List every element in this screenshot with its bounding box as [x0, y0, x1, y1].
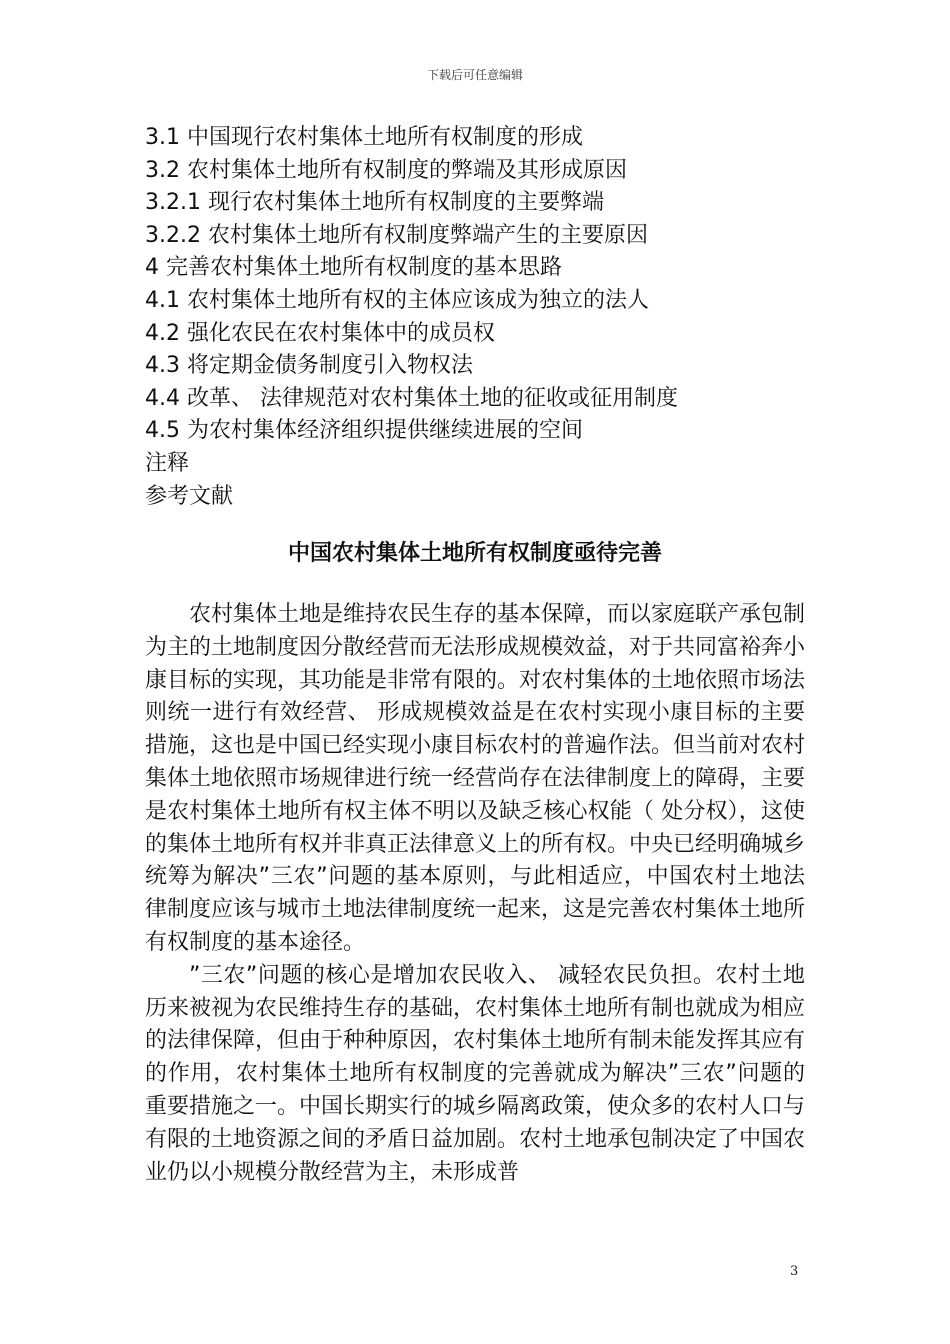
toc-item: 3.1 中国现行农村集体土地所有权制度的形成	[145, 125, 583, 150]
toc-item: 4.3 将定期金债务制度引入物权法	[145, 353, 473, 379]
page-header: 下载后可任意编辑	[426, 68, 523, 82]
toc-item: 4 完善农村集体土地所有权制度的基本思路	[145, 255, 562, 281]
toc-item-notes: 注释	[145, 450, 190, 476]
toc-item: 3.2.1 现行农村集体土地所有权制度的主要弊端	[145, 190, 604, 216]
toc-item: 3.2.2 农村集体土地所有权制度弊端产生的主要原因	[145, 222, 648, 248]
toc-item: 4.2 强化农民在农村集体中的成员权	[145, 320, 495, 346]
toc-item: 3.2 农村集体土地所有权制度的弊端及其形成原因	[145, 157, 627, 183]
toc-item-references: 参考文献	[145, 483, 234, 509]
article-body	[145, 599, 805, 1189]
table-of-contents	[145, 122, 825, 513]
body-paragraph: ”三农”问题的核心是增加农民收入、 减轻农民负担。农村土地历来被视为农民维持生存的基础，农村集体土地所有制也就成为相应的法律保障，但由于种种原因，农村集体土地所有制未能发挥其应有的作用，农村集体土地所有权制度的完善就成为解决”三农”问题的重要措施之一。中国长期实行的城乡隔离政策，使众多的农村人口与有限的土地资源之间的矛盾日益加剧。农村土地承包制决定了中国农业仍以小规模分散经营为主，未形成普	[145, 962, 806, 1185]
toc-item: 4.5 为农村集体经济组织提供继续进展的空间	[145, 418, 583, 444]
page-number: 3	[790, 1264, 799, 1279]
toc-item: 4.1 农村集体土地所有权的主体应该成为独立的法人	[145, 287, 649, 313]
article-title: 中国农村集体土地所有权制度亟待完善	[287, 541, 662, 566]
toc-item: 4.4 改革、 法律规范对农村集体土地的征收或征用制度	[145, 385, 678, 411]
body-paragraph: 农村集体土地是维持农民生存的基本保障，而以家庭联产承包制为主的土地制度因分散经营而无法形成规模效益，对于共同富裕奔小康目标的实现，其功能是非常有限的。对农村集体的土地依照市场法则统一进行有效经营、 形成规模效益是在农村实现小康目标的主要措施，这也是中国已经实现小康目标农村的普遍作法。但当前对农村集体土地依照市场规律进行统一经营尚存在法律制度上的障碍，主要是农村集体土地所有权主体不明以及缺乏核心权能（ 处分权），这使的集体土地所有权并非真正法律意义上的所有权。中央已经明确城乡统筹为解决”三农”问题的基本原则，与此相适应，中国农村土地法律制度应该与城市土地法律制度统一起来，这是完善农村集体土地所有权制度的基本途径。	[145, 602, 806, 955]
